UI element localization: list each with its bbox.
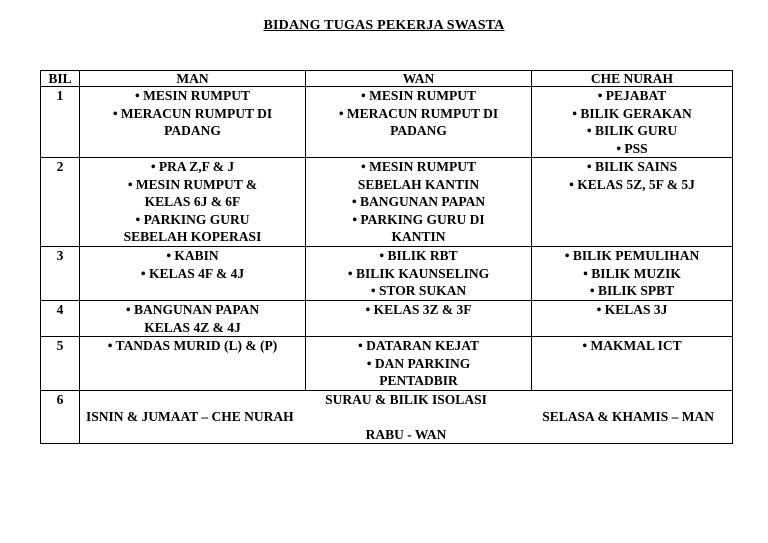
- list-item: • BILIK MUZIK: [583, 265, 681, 281]
- list-item: SEBELAH KOPERASI: [123, 229, 262, 244]
- duty-list: [308, 247, 529, 300]
- duty-list: [308, 87, 529, 140]
- list-item: • BILIK SAINS: [586, 159, 678, 174]
- duty-list: [308, 301, 529, 319]
- row-number: 2: [41, 158, 80, 247]
- list-item: • PSS: [616, 140, 648, 156]
- list-item: • BILIK SPBT: [589, 283, 675, 298]
- cell-che: [532, 247, 733, 301]
- list-item: • BILIK GERAKAN: [572, 105, 692, 121]
- duty-list: [534, 158, 730, 193]
- header-wan: WAN: [306, 71, 532, 87]
- header-che: CHE NURAH: [532, 71, 733, 87]
- duty-list: [534, 87, 730, 157]
- table-row: [41, 87, 733, 158]
- row-number: 1: [41, 87, 80, 158]
- cell-che: [532, 301, 733, 337]
- list-item: • STOR SUKAN: [370, 283, 467, 298]
- list-item: PENTADBIR: [379, 373, 458, 388]
- duty-list: [82, 87, 303, 140]
- surau-right-duty: SELASA & KHAMIS – MAN: [542, 408, 714, 424]
- list-item: • MAKMAL ICT: [582, 338, 682, 353]
- list-item: • KELAS 4F & 4J: [140, 265, 245, 281]
- surau-title: SURAU & BILIK ISOLASI: [325, 391, 487, 407]
- cell-che: [532, 337, 733, 391]
- list-item: KELAS 4Z & 4J: [144, 319, 241, 335]
- duty-list: [308, 337, 529, 390]
- list-item: • KELAS 3J: [596, 302, 668, 317]
- cell-man: [80, 247, 306, 301]
- surau-bottom-duty: RABU - WAN: [365, 426, 447, 442]
- list-item: • MESIN RUMPUT: [361, 159, 476, 174]
- cell-che: [532, 158, 733, 247]
- list-item: • PARKING GURU: [135, 211, 250, 227]
- table-row: [41, 301, 733, 337]
- header-row: [41, 71, 733, 87]
- header-man: MAN: [80, 71, 306, 87]
- list-item: • MERACUN RUMPUT DI: [112, 105, 273, 121]
- duty-list: [534, 337, 730, 355]
- list-item: • MESIN RUMPUT: [135, 88, 250, 103]
- cell-man: [80, 337, 306, 391]
- table-row: [41, 247, 733, 301]
- page-title: BIDANG TUGAS PEKERJA SWASTA: [263, 18, 505, 33]
- duty-list: [534, 247, 730, 300]
- row-number: 5: [41, 337, 80, 391]
- cell-wan: [306, 337, 532, 391]
- cell-wan: [306, 87, 532, 158]
- row-number: 4: [41, 301, 80, 337]
- duty-list: [82, 158, 303, 246]
- list-item: • DAN PARKING: [366, 355, 471, 371]
- list-item: • KELAS 5Z, 5F & 5J: [569, 176, 695, 192]
- row-number: 3: [41, 247, 80, 301]
- header-bil: BIL: [41, 71, 80, 87]
- list-item: • DATARAN KEJAT: [358, 338, 479, 353]
- list-item: • BANGUNAN PAPAN: [125, 302, 260, 317]
- list-item: • PRA Z,F & J: [150, 159, 235, 174]
- table-row: [41, 337, 733, 391]
- cell-wan: [306, 158, 532, 247]
- list-item: SEBELAH KANTIN: [357, 176, 480, 192]
- list-item: • BILIK GURU: [586, 123, 678, 138]
- duty-list: [82, 247, 303, 282]
- list-item: • PARKING GURU DI: [352, 211, 485, 227]
- cell-wan: [306, 247, 532, 301]
- list-item: • BILIK RBT: [379, 248, 458, 263]
- row-number: 6: [41, 390, 80, 443]
- list-item: KANTIN: [391, 229, 446, 244]
- list-item: • KELAS 3Z & 3F: [365, 302, 472, 317]
- list-item: • TANDAS MURID (L) & (P): [107, 338, 278, 353]
- list-item: KELAS 6J & 6F: [144, 194, 241, 209]
- list-item: PADANG: [164, 123, 221, 138]
- list-item: PADANG: [390, 123, 447, 138]
- list-item: • MERACUN RUMPUT DI: [338, 105, 499, 121]
- cell-man: [80, 301, 306, 337]
- surau-cell: [80, 390, 733, 443]
- list-item: • MESIN RUMPUT &: [127, 176, 258, 192]
- duty-list: [308, 158, 529, 246]
- cell-man: [80, 158, 306, 247]
- surau-left-duty: ISNIN & JUMAAT – CHE NURAH: [86, 408, 294, 424]
- list-item: • BILIK KAUNSELING: [347, 265, 490, 281]
- cell-man: [80, 87, 306, 158]
- cell-wan: [306, 301, 532, 337]
- table-row: [41, 158, 733, 247]
- list-item: • MESIN RUMPUT: [361, 88, 476, 103]
- duty-list: [82, 337, 303, 355]
- list-item: • BILIK PEMULIHAN: [564, 248, 700, 263]
- duty-list: [82, 301, 303, 336]
- list-item: • KABIN: [166, 248, 219, 263]
- list-item: • BANGUNAN PAPAN: [351, 194, 486, 209]
- duty-table: [40, 70, 733, 444]
- list-item: • PEJABAT: [597, 88, 667, 103]
- table-row-6: [41, 390, 733, 443]
- duty-list: [534, 301, 730, 319]
- cell-che: [532, 87, 733, 158]
